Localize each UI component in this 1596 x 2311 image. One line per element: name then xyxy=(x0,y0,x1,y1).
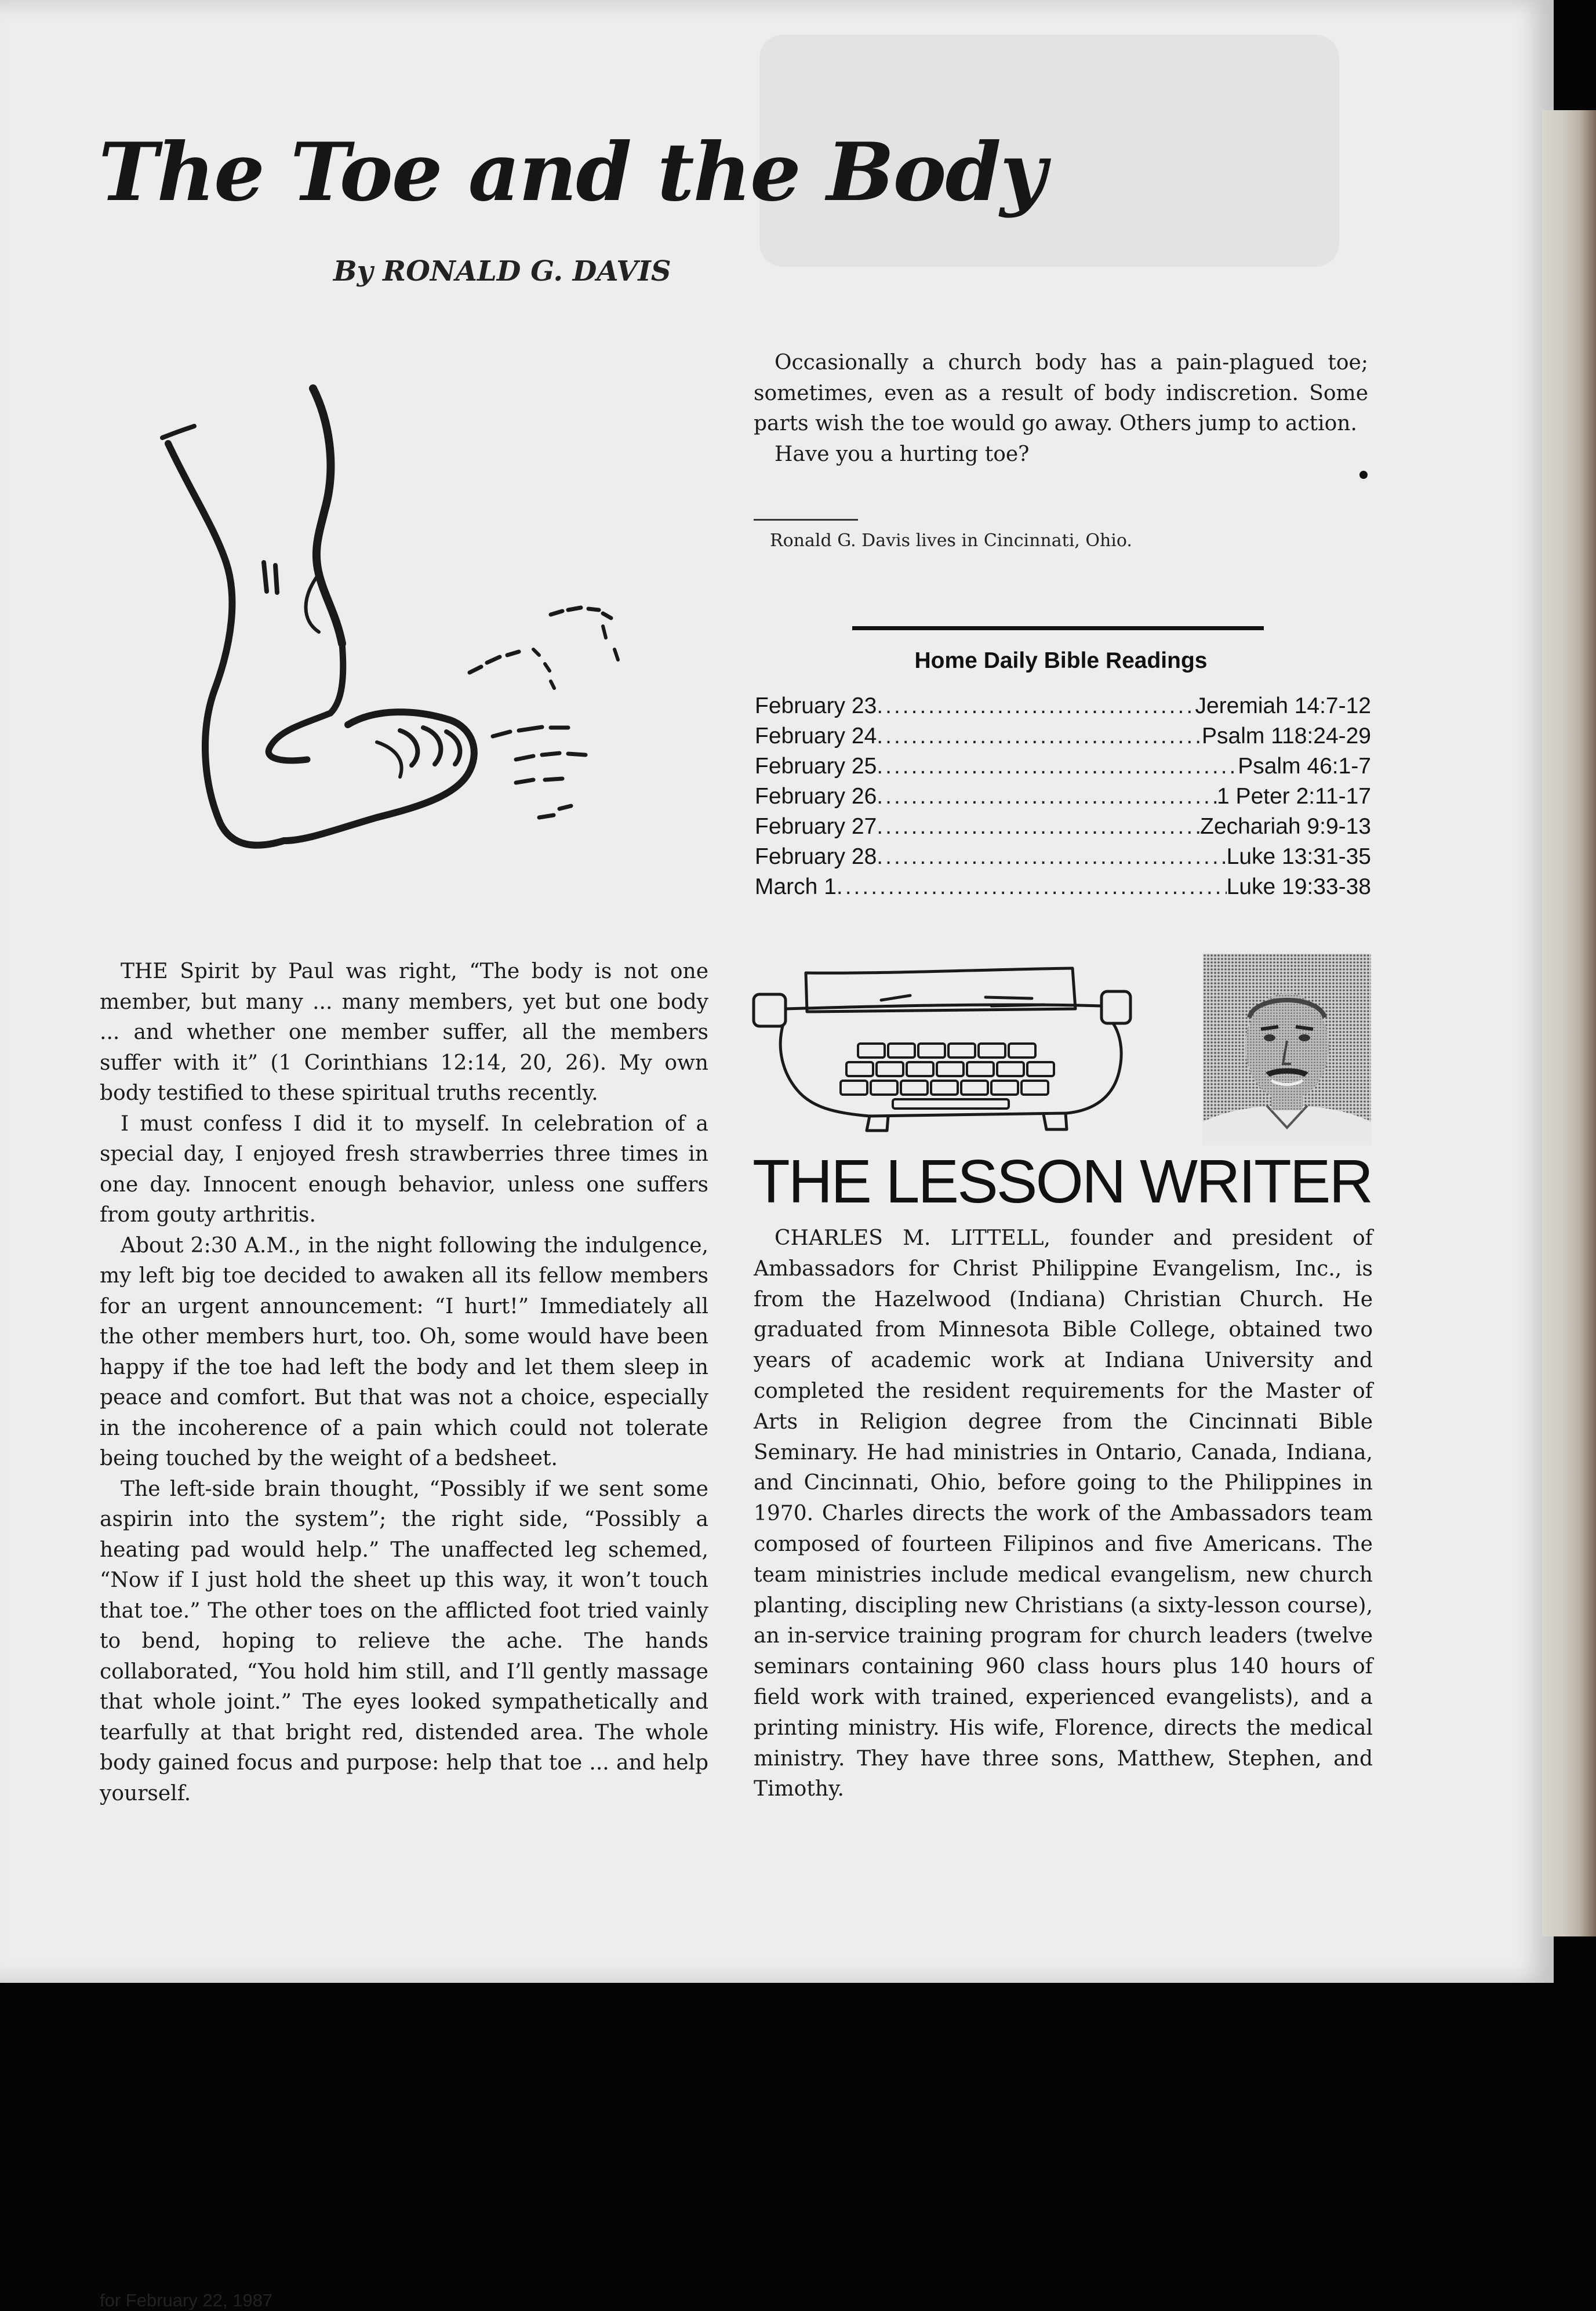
leader-dots xyxy=(877,844,1226,870)
reading-row xyxy=(755,724,1371,754)
article-body-right xyxy=(754,348,1368,470)
author-photo xyxy=(1203,954,1371,1145)
leader-dots xyxy=(877,693,1195,719)
reading-ref: Luke 13:31-35 xyxy=(1226,844,1371,869)
reading-row xyxy=(755,874,1371,904)
article-byline: By RONALD G. DAVIS xyxy=(333,255,671,288)
page-edge xyxy=(1542,110,1596,1936)
article-title: The Toe and the Body xyxy=(99,125,1046,219)
readings-list xyxy=(755,693,1371,904)
reading-date: February 28 xyxy=(755,844,877,869)
leader-dots xyxy=(877,814,1200,840)
reading-row xyxy=(755,844,1371,874)
reading-date: February 24 xyxy=(755,724,877,748)
readings-rule xyxy=(852,626,1264,630)
leader-dots xyxy=(837,874,1227,900)
reading-ref: Psalm 46:1-7 xyxy=(1238,754,1371,779)
lesson-writer-heading: THE LESSON WRITER xyxy=(752,1147,1372,1216)
reading-ref: Psalm 118:24-29 xyxy=(1202,724,1371,748)
reading-row xyxy=(755,814,1371,844)
typewriter-illustration xyxy=(742,957,1183,1148)
reading-date: February 26 xyxy=(755,784,877,809)
reading-row xyxy=(755,693,1371,724)
reading-ref: Zechariah 9:9-13 xyxy=(1200,814,1371,839)
reading-ref: 1 Peter 2:11-17 xyxy=(1217,784,1371,809)
foot-illustration xyxy=(145,377,644,928)
author-note: Ronald G. Davis lives in Cincinnati, Ohio. xyxy=(770,530,1132,551)
paragraph: Have you a hurting toe? xyxy=(775,442,1030,466)
lesson-writer-bio xyxy=(754,1223,1373,1805)
paragraph: THE Spirit by Paul was right, “The body is not one member, but many ... many members, yet but one body ... and whether one member suffer, all the members suffer with it” (1 Corinthians 12:14, 20, 26). My own body testified to these spiritual truths recently. xyxy=(100,960,708,1105)
reading-ref: Jeremiah 14:7-12 xyxy=(1195,693,1371,718)
paragraph: I must confess I did it to myself. In celebration of a special day, I enjoyed fresh strawberries three times in one day. Innocent enough behavior, unless one suffers from gouty arthritis. xyxy=(100,1111,708,1227)
paragraph: The left-side brain thought, “Possibly if we sent some aspirin into the system”; the right side, “Possibly a heating pad would help.” The unaffected leg schemed, “Now if I just hold the sheet up this way, it won’t touch that toe.” The other toes on the afflicted foot tried vainly to bend, hoping to relieve the ache. The hands collaborated, “You hold him still, and I’ll gently massage that whole joint.” The eyes looked sympathetically and tearfully at that bright red, distended area. The whole body gained focus and purpose: help that toe ... and help yourself. xyxy=(100,1477,708,1805)
signature-rule xyxy=(754,519,858,521)
footer-left: for February 22, 1987 xyxy=(100,2290,273,2310)
article-body-left xyxy=(100,957,708,1809)
paragraph: Occasionally a church body has a pain-plagued toe; sometimes, even as a result of body indiscretion. Some parts wish the toe would go away. Others jump to action. xyxy=(754,351,1368,435)
reading-date: February 25 xyxy=(755,754,877,779)
reading-date: February 23 xyxy=(755,693,877,718)
leader-dots xyxy=(877,784,1217,809)
leader-dots xyxy=(877,724,1202,749)
reading-row xyxy=(755,754,1371,784)
reading-date: February 27 xyxy=(755,814,877,839)
end-mark-dot xyxy=(1359,471,1368,479)
paragraph: CHARLES M. LITTELL, founder and president of Ambassadors for Christ Philippine Evangelism, Inc., is from the Hazelwood (Indiana) Christian Church. He graduated from Minnesota Bible College, obtained two years of academic work at Indiana University and completed the resident requirements for the Master of Arts in Religion degree from the Cincinnati Bible Seminary. He had ministries in Ontario, Canada, Indiana, and Cincinnati, Ohio, before going to the Philippines in 1970. Charles directs the work of the Ambassadors team composed of fourteen Filipinos and five Americans. The team ministries include medical evangelism, new church planting, discipling new Christians (a sixty-lesson course), an in-service training program for church leaders (twelve seminars containing 960 class hours plus 140 hours of field work with trained, experienced evangelists), and a printing ministry. His wife, Florence, directs the medical ministry. They have three sons, Matthew, Stephen, and Timothy. xyxy=(754,1226,1373,1801)
readings-title: Home Daily Bible Readings xyxy=(914,648,1208,673)
portrait-image xyxy=(1203,954,1371,1145)
reading-date: March 1 xyxy=(755,874,837,899)
reading-row xyxy=(755,784,1371,814)
paragraph: About 2:30 A.M., in the night following the indulgence, my left big toe decided to awaken all its fellow members for an urgent announcement: “I hurt!” Immediately all the other members hurt, too. Oh, some would have been happy if the toe had left the body and let them sleep in peace and comfort. But that was not a choice, especially in the incoherence of a pain which could not tolerate being touched by the weight of a bedsheet. xyxy=(100,1233,708,1470)
reading-ref: Luke 19:33-38 xyxy=(1226,874,1371,899)
leader-dots xyxy=(877,754,1238,779)
